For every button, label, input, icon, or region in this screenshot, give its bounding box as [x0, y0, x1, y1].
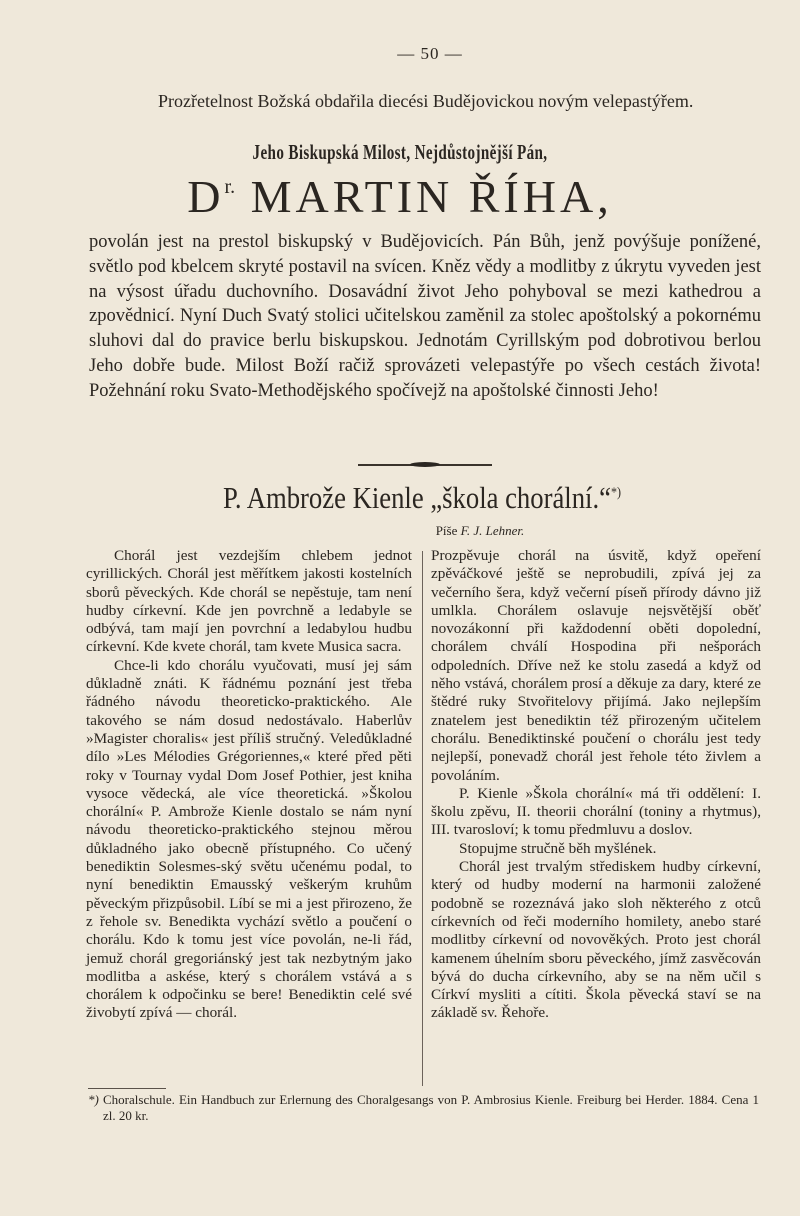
right-paragraph: Prozpěvuje chorál na úsvitě, když opeření zpěváčkové ještě se neprobudili, zpívá jej za večerního šera, když večerní píseň přírody dávno již umlkla. Chorálem oslavuje nejsvětější oběť novozákonní při každodenní oběti dopolední, chorálem chválí Hospodina při nešporách odpoledních. Dříve než ke stolu zasedá a když od něho vstává, chorálem prosí a děkuje za dary, které ze štědré ruky Stvořitelovy přijímá. Jako nejlepším znatelem jest benediktin též přirozeným učitelem chorálu. Benediktinské poučení o chorálu jest tedy nejlepší, ponevadž chorál jest řehole této živlem a povoláním.	[431, 547, 761, 784]
footnote-mark: *)	[88, 1092, 99, 1107]
bishop-title-sup: r.	[224, 176, 236, 198]
announcement-text: povolán jest na prestol biskupský v Budějovicích. Pán Bůh, jenž povýšuje ponížené, světlo pod kbelcem skryté postavil na svícen. Kněz vědy a modlitby z úkrytu vyveden jest na výsost úřadu duchovního. Dosavádní život Jeho pohyboval se mezi kathedrou a zpovědnicí. Nyní Duch Svatý stolici učitelskou zaměnil za stolec apoštolský a pokornému sluhovi dal do pravice berlu biskupskou. Jednotám Cyrillským pod dobrotivou berlou Jeho dobře bude. Milost Boží račiž sprovázeti velepastýře po všech cestách života! Požehnání roku Svato-Methodějského spočívejž na apoštolské činnosti Jeho!	[89, 232, 761, 401]
byline-prefix: Píše	[435, 523, 458, 538]
article-title	[78, 480, 766, 516]
byline-author: F. J. Lehner.	[460, 523, 525, 538]
left-paragraph: Chorál jest vezdejším chlebem jednot cyrillických. Chorál jest měřítkem jakosti kostelních sborů pěveckých. Kde chorál se nepěstuje, tam není hudby církevní. Kde jen povrchně a ledabyle se odbývá, tam mají jen povrchní a ledabylou hudbu církevní. Kde kvete chorál, tam kvete Musica sacra.	[86, 547, 412, 656]
page-number: — 50 —	[397, 44, 463, 63]
right-column	[431, 547, 761, 1023]
honorific-heading: Jeho Biskupská Milost, Nejdůstojnější Pán,	[252, 140, 548, 164]
intro-text: Prozřetelnost Božská obdařila diecési Budějovickou novým velepastýřem.	[158, 91, 694, 111]
ornamental-divider	[358, 462, 492, 468]
right-paragraph: P. Kienle »Škola chorální« má tři oddělení: I. školu zpěvu, II. theorii chorální (toniny a rhytmus), III. tvarosloví; k tomu předmluvu a doslov.	[431, 784, 761, 839]
bishop-title-prefix: D	[187, 171, 225, 222]
footnote	[88, 1092, 759, 1124]
article-title-text: P. Ambrože Kienle „škola chorální.“	[223, 480, 611, 515]
bishop-name: MARTIN ŘÍHA,	[250, 171, 613, 222]
right-paragraph: Chorál jest trvalým střediskem hudby církevní, který od hudby moderní na harmonii založené podobně se rozeznává jako sloh některého z otců církevních od řeči moderního homilety, anebo staré modlitby církevní od novověkých. Proto jest chorál kamenem úhelním sboru pěveckého, jímž zasvěcován bývá do ducha církevního, aby se na něm učil s Církví mysliti a cítiti. Škola pěvecká staví se na základě sv. Řehoře.	[431, 858, 761, 1022]
right-paragraph: Stopujme stručně běh myšlének.	[459, 839, 657, 857]
article-title-footnote-mark: *)	[610, 485, 621, 501]
divider-ornament	[410, 462, 440, 467]
intro-paragraph	[90, 88, 762, 114]
left-paragraph: Chce-li kdo chorálu vyučovati, musí jej sám důkladně znáti. K řádnému poznání jest třeba řádného návodu theoreticko-praktického. Ale takového se nám dosud nedostávalo. Haberlův »Magister choralis« jest příliš stručný. Veledůkladné dílo »Les Mélodies Grégoriennes,« které před pěti roky v Tournay vydal Dom Josef Pothier, jest kniha vysoce vědecká, ale více theoretická. »Školou chorální« P. Ambrože Kienle dostalo se nám nyní návodu theoreticko-praktického stejnou měrou důkladného jako obecně přístupného. Co učený benediktin Solesmes-ský světu učenému podal, to nyní benediktin Emausský veškerým kruhům pěveckým přizpůsobil. Líbí se mi a jest přirozeno, že z řehole sv. Benedikta vychází světlo a poučení o chorálu. Kdo k tomu jest více povolán, ne-li řád, jemuž chorál gregoriánský jest tak nezbytným jako modlitba a askése, který s chorálem vstává a s chorálem k odpočinku se bere! Benediktin celé své živobytí zpívá — chorál.	[86, 656, 412, 1022]
article-byline	[80, 523, 800, 539]
bishop-name-heading	[0, 170, 800, 223]
footnote-rule	[88, 1088, 166, 1089]
announcement-paragraph	[89, 230, 761, 404]
footnote-text: Choralschule. Ein Handbuch zur Erlernung des Choralgesangs von P. Ambrosius Kienle. Freiburg bei Herder. 1884. Cena 1 zl. 20 kr.	[103, 1092, 759, 1123]
left-column	[86, 547, 412, 1023]
column-divider	[422, 551, 423, 1086]
